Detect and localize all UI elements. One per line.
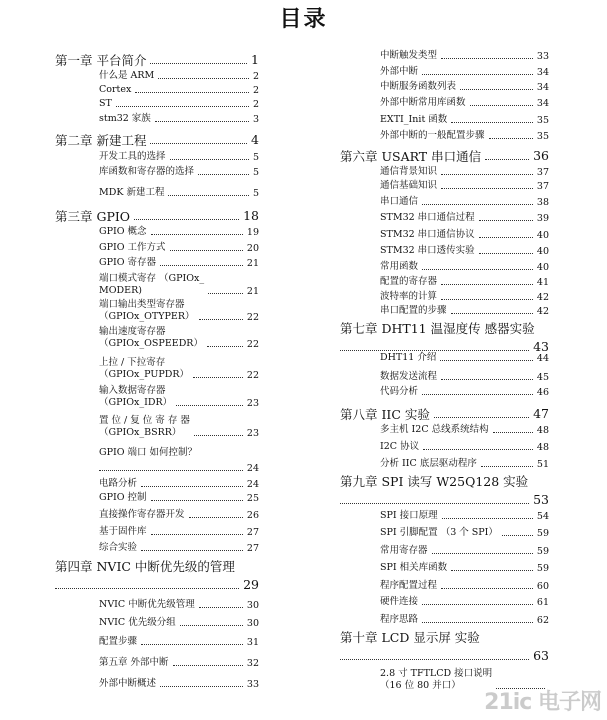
- toc-page-number: 1: [251, 52, 259, 67]
- toc-leader-dots: [340, 350, 529, 351]
- toc-page-number: 24: [246, 479, 259, 490]
- toc-entry-title: 中断触发类型: [380, 50, 438, 61]
- toc-page-number: 39: [536, 213, 549, 224]
- toc-leader-dots: [493, 432, 533, 433]
- toc-leader-dots: [441, 188, 533, 189]
- toc-entry-title: 常用函数: [380, 261, 419, 272]
- toc-entry-title: 通信背景知识: [380, 166, 438, 177]
- toc-entry-title: DHT11 介绍: [380, 352, 437, 363]
- toc-leader-dots: [470, 105, 533, 106]
- toc-leader-dots: [440, 360, 533, 361]
- toc-leader-dots: [451, 570, 533, 571]
- toc-leader-dots: [340, 503, 529, 504]
- toc-entry-title: 开发工具的选择: [99, 151, 166, 162]
- toc-page-number: 51: [536, 459, 549, 470]
- toc-entry-title: 配置步骤: [99, 636, 138, 647]
- toc-entry-title: 波特率的计算: [380, 291, 438, 302]
- toc-entry-title: 外部中断的一般配置步骤: [380, 130, 485, 141]
- toc-entry-title: 基于固件库: [99, 526, 147, 537]
- toc-page-number: 26: [246, 510, 259, 521]
- toc-entry-title: EXTI_Init 函数: [380, 114, 448, 125]
- toc-leader-dots: [441, 379, 533, 380]
- toc-entry-title: 第八章 IIC 实验: [340, 407, 430, 422]
- toc-entry-title: 外部中断概述: [99, 678, 157, 689]
- right-toc-entry: [380, 614, 549, 626]
- right-toc-entry: [340, 148, 549, 163]
- toc-leader-dots: [485, 159, 529, 160]
- right-toc-entry: [380, 545, 549, 557]
- toc-entry-title: 分析 IIC 底层驱动程序: [380, 458, 477, 469]
- toc-page-number: 22: [246, 339, 259, 350]
- toc-entry-title: GPIO 工作方式: [99, 242, 166, 253]
- toc-entry-title: 第五章 外部中断: [99, 657, 169, 668]
- right-toc-entry: [380, 527, 549, 539]
- toc-leader-dots: [442, 518, 533, 519]
- toc-page-number: 3: [252, 114, 259, 125]
- right-toc-entry: [340, 406, 549, 421]
- toc-leader-dots: [423, 449, 533, 450]
- toc-entry-title: MDK 新建工程: [99, 187, 165, 198]
- toc-entry-title: GPIO 概念: [99, 226, 147, 237]
- toc-page-number: 2: [252, 99, 259, 110]
- right-toc-entry: [380, 196, 549, 208]
- right-toc-entry: [380, 261, 549, 273]
- toc-page-number: 37: [536, 181, 549, 192]
- right-toc-entry: [380, 371, 549, 383]
- right-toc-entry: [380, 130, 549, 142]
- toc-entry-title: GPIO 寄存器: [99, 257, 157, 268]
- toc-page-number: 60: [536, 581, 549, 592]
- toc-leader-dots: [479, 220, 533, 221]
- toc-page-number: 34: [536, 67, 549, 78]
- toc-entry-title: 第六章 USART 串口通信: [340, 149, 482, 164]
- toc-page-number: 23: [246, 398, 259, 409]
- right-toc-entry: [380, 441, 549, 453]
- toc-page-number: 23: [246, 428, 259, 439]
- toc-page-number: 31: [246, 637, 259, 648]
- toc-page-number: 18: [243, 208, 259, 223]
- toc-page-number: 35: [536, 131, 549, 142]
- toc-page-number: 5: [252, 188, 259, 199]
- toc-entry-title: 第七章 DHT11 温湿度传 感器实验: [340, 321, 535, 336]
- toc-entry-title: 综合实验: [99, 542, 138, 553]
- toc-title: 目录: [279, 7, 328, 32]
- toc-entry-title: STM32 串口透传实验: [380, 245, 475, 256]
- toc-entry-title: 什么是 ARM: [99, 70, 155, 81]
- toc-leader-dots: [479, 253, 533, 254]
- toc-entry-title: Cortex: [99, 84, 132, 95]
- toc-page-number: 5: [252, 152, 259, 163]
- toc-page-number: 33: [536, 51, 549, 62]
- right-toc-entry: [380, 180, 549, 192]
- toc-entry-title: 中断服务函数列表: [380, 81, 457, 92]
- right-toc-entry: [340, 632, 549, 663]
- toc-entry-title: I2C 协议: [380, 441, 420, 452]
- toc-page-number: 25: [246, 493, 259, 504]
- toc-leader-dots: [441, 299, 533, 300]
- toc-page-number: 45: [536, 372, 549, 383]
- right-toc-entry: [380, 81, 549, 93]
- toc-page-number: 27: [246, 527, 259, 538]
- toc-page-number: 21: [246, 286, 259, 297]
- toc-entry-title: 上拉 / 下拉寄存 （GPIOx_PUPDR）: [99, 357, 190, 380]
- toc-leader-dots: [451, 313, 533, 314]
- toc-entry-title: STM32 串口通信过程: [380, 212, 475, 223]
- toc-page-number: 43: [533, 339, 549, 354]
- toc-leader-dots: [441, 284, 533, 285]
- toc-leader-dots: [422, 74, 533, 75]
- right-toc-entry: [380, 276, 549, 288]
- toc-page-number: 34: [536, 98, 549, 109]
- right-toc-entry: [380, 352, 549, 364]
- watermark-logo: 21ic 电子网: [484, 690, 601, 715]
- toc-leader-dots: [422, 269, 533, 270]
- toc-entry-title: 第九章 SPI 读写 W25Q128 实验: [340, 474, 529, 489]
- toc-page-number: 27: [246, 543, 259, 554]
- toc-leader-dots: [422, 394, 533, 395]
- toc-page-number: 54: [536, 511, 549, 522]
- toc-entry-title: 第四章 NVIC 中断优先级的管理: [55, 559, 235, 574]
- right-toc-entry: [380, 66, 549, 78]
- toc-page-number: 42: [536, 292, 549, 303]
- toc-page-number: 35: [536, 115, 549, 126]
- toc-entry-title: 端口输出类型寄存器 （GPIOx_OTYPER）: [99, 299, 195, 322]
- toc-entry-title: 端口模式寄存 （GPIOx_ MODER): [99, 273, 205, 296]
- toc-entry-title: 串口通信: [380, 196, 419, 207]
- toc-entry-title: 代码分析: [380, 386, 419, 397]
- toc-entry-title: NVIC 优先级分组: [99, 617, 176, 628]
- toc-entry-title: 电路分析: [99, 478, 138, 489]
- toc-entry-title: GPIO 控制: [99, 492, 147, 503]
- right-toc-entry: [380, 510, 549, 522]
- right-toc-entry: [380, 114, 549, 126]
- toc-page-number: 22: [246, 370, 259, 381]
- right-toc-entry: [380, 458, 549, 470]
- toc-page-number: 4: [251, 132, 259, 147]
- toc-page-number: 36: [533, 148, 549, 163]
- toc-entry-title: 外部中断: [380, 66, 419, 77]
- toc-page-number: 22: [246, 312, 259, 323]
- toc-page-number: 59: [536, 546, 549, 557]
- right-toc-entry: [380, 97, 549, 109]
- toc-page-number: 47: [533, 406, 549, 421]
- toc-page-number: 34: [536, 82, 549, 93]
- right-toc-entry: [380, 305, 549, 317]
- right-toc-entry: [380, 424, 549, 436]
- toc-entry-title: 输出速度寄存器 （GPIOx_OSPEEDR）: [99, 326, 203, 349]
- toc-entry-title: 2.8 寸 TFTLCD 接口说明 （16 位 80 并口）: [380, 668, 493, 691]
- toc-entry-title: SPI 接口原理: [380, 510, 438, 521]
- toc-leader-dots: [460, 89, 533, 90]
- toc-page-number: 46: [536, 387, 549, 398]
- toc-leader-dots: [432, 553, 533, 554]
- toc-entry-title: 数据发送流程: [380, 371, 438, 382]
- toc-page-number: 29: [243, 577, 259, 592]
- toc-entry-title: SPI 相关库函数: [380, 562, 448, 573]
- toc-leader-dots: [441, 174, 533, 175]
- toc-page-number: 41: [536, 277, 549, 288]
- toc-page-number: 59: [536, 528, 549, 539]
- toc-entry-title: 硬件连接: [380, 596, 419, 607]
- toc-page-number: 40: [536, 262, 549, 273]
- toc-entry-title: 配置的寄存器: [380, 276, 438, 287]
- toc-leader-dots: [441, 58, 533, 59]
- toc-entry-title: 第二章 新建工程: [55, 133, 147, 148]
- toc-entry-title: NVIC 中断优先级管理: [99, 599, 195, 610]
- right-toc-entry: [380, 245, 549, 257]
- toc-leader-dots: [481, 466, 533, 467]
- right-toc-entry: [380, 580, 549, 592]
- toc-entry-title: 程序配置过程: [380, 580, 438, 591]
- toc-page-number: 5: [252, 167, 259, 178]
- toc-page-number: 19: [246, 227, 259, 238]
- toc-page-number: 42: [536, 306, 549, 317]
- right-toc-entry: [380, 212, 549, 224]
- toc-entry-title: 外部中断常用库函数: [380, 97, 466, 108]
- toc-entry-title: 多主机 I2C 总线系统结构: [380, 424, 489, 435]
- toc-entry-title: 通信基础知识: [380, 180, 438, 191]
- toc-leader-dots: [441, 588, 533, 589]
- toc-entry-title: 置 位 / 复 位 寄 存 器 （GPIOx_BSRR）: [99, 415, 190, 438]
- toc-page-number: 30: [246, 600, 259, 611]
- toc-leader-dots: [340, 659, 529, 660]
- toc-page-number: 32: [246, 658, 259, 669]
- toc-page-number: 21: [246, 258, 259, 269]
- toc-page-number: 53: [533, 492, 549, 507]
- toc-leader-dots: [422, 204, 533, 205]
- toc-leader-dots: [422, 622, 533, 623]
- toc-page-number: 2: [252, 85, 259, 96]
- toc-leader-dots: [479, 237, 533, 238]
- toc-leader-dots: [422, 604, 533, 605]
- toc-entry-title: 程序思路: [380, 614, 419, 625]
- toc-page-number: 61: [536, 597, 549, 608]
- toc-page-number: 40: [536, 230, 549, 241]
- toc-page-number: 2: [252, 71, 259, 82]
- toc-entry-title: 第一章 平台简介: [55, 53, 147, 68]
- right-toc-entry: [380, 291, 549, 303]
- right-toc-entry: [340, 323, 549, 354]
- toc-page-number: 44: [536, 353, 549, 364]
- toc-page-number: 20: [246, 243, 259, 254]
- toc-page-number: 38: [536, 197, 549, 208]
- toc-leader-dots: [502, 535, 533, 536]
- toc-entry-title: ST: [99, 98, 112, 109]
- toc-entry-title: 常用寄存器: [380, 545, 428, 556]
- toc-page-number: 30: [246, 618, 259, 629]
- toc-page-number: 40: [536, 246, 549, 257]
- toc-page-number: 33: [246, 679, 259, 690]
- toc-entry-title: 第十章 LCD 显示屏 实验: [340, 630, 480, 645]
- right-toc-entry: [380, 562, 549, 574]
- right-toc-entry: [380, 596, 549, 608]
- toc-leader-dots: [489, 138, 533, 139]
- toc-page-number: 48: [536, 442, 549, 453]
- toc-entry-title: 第三章 GPIO: [55, 209, 131, 224]
- toc-page-number: 24: [246, 463, 259, 474]
- toc-page-number: 59: [536, 563, 549, 574]
- toc-page-number: 62: [536, 615, 549, 626]
- toc-entry-title: STM32 串口通信协议: [380, 229, 475, 240]
- toc-entry-title: SPI 引脚配置 （3 个 SPI）: [380, 527, 498, 538]
- right-toc-entry: [340, 476, 549, 507]
- toc-entry-title: 串口配置的步骤: [380, 305, 447, 316]
- right-toc-entry: [380, 386, 549, 398]
- toc-entry-title: stm32 家族: [99, 113, 151, 124]
- toc-entry-title: 直接操作寄存器开发: [99, 509, 185, 520]
- right-toc-entry: [380, 166, 549, 178]
- toc-page-number: 48: [536, 425, 549, 436]
- toc-entry-title: 库函数和寄存器的选择: [99, 166, 195, 177]
- toc-entry-title: 输入数据寄存器 （GPIOx_IDR）: [99, 385, 173, 408]
- right-toc-entry: [380, 229, 549, 241]
- toc-page-number: 63: [533, 648, 549, 663]
- toc-leader-dots: [434, 417, 529, 418]
- right-toc-entry: [380, 50, 549, 62]
- toc-leader-dots: [451, 122, 533, 123]
- toc-page-number: 37: [536, 167, 549, 178]
- toc-entry-title: GPIO 端口 如何控制？: [99, 447, 198, 458]
